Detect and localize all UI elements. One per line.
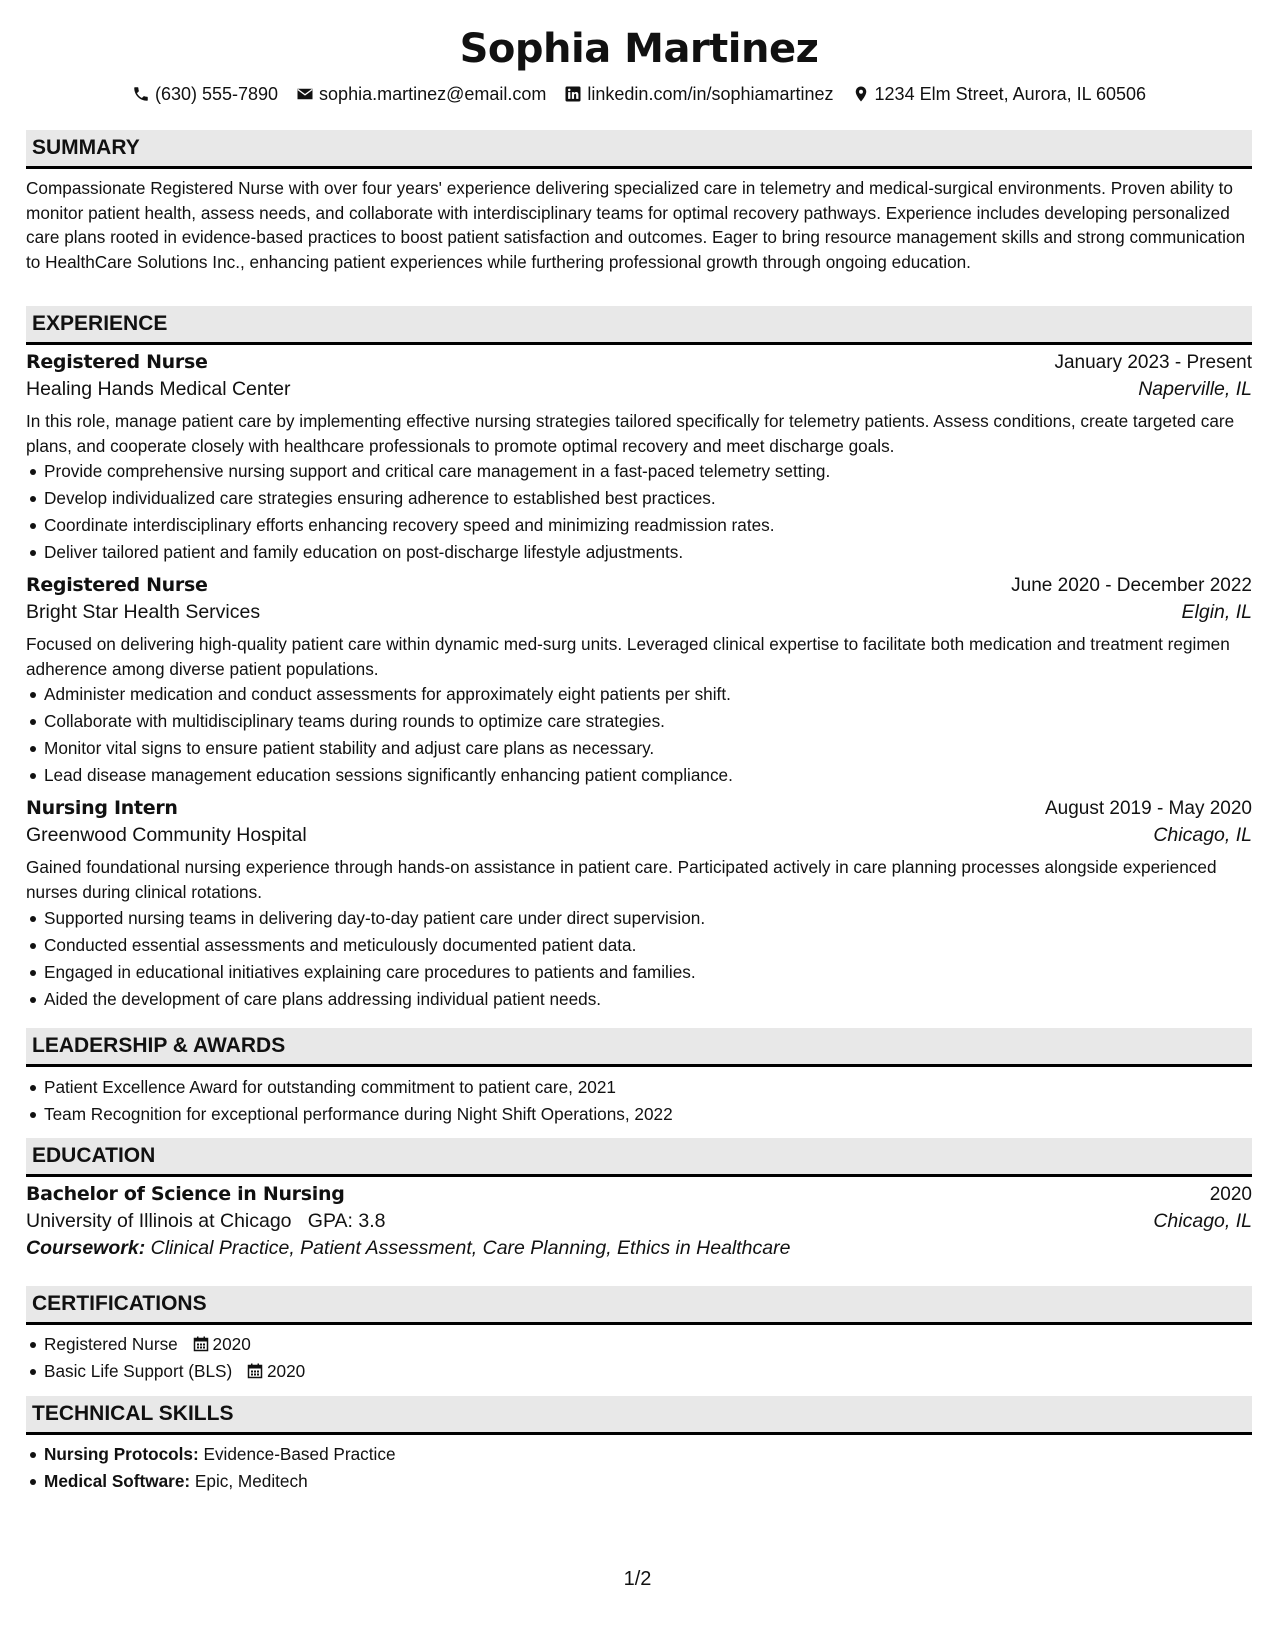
cert-name: Registered Nurse xyxy=(44,1334,178,1354)
school-name: University of Illinois at Chicago xyxy=(26,1210,292,1232)
list-item: Lead disease management education sessions significantly enhancing patient compliance. xyxy=(44,762,1252,789)
job-company: Bright Star Health Services xyxy=(26,601,261,624)
skills-section xyxy=(26,1396,1252,1495)
list-item xyxy=(44,1358,1252,1385)
contact-bar xyxy=(26,82,1252,106)
skills-list xyxy=(26,1441,1252,1495)
contact-address xyxy=(852,84,1147,105)
skill-label: Nursing Protocols: xyxy=(44,1444,199,1464)
list-item: Coordinate interdisciplinary efforts enhancing recovery speed and minimizing readmission rates. xyxy=(44,512,1252,539)
skill-value: Evidence-Based Practice xyxy=(203,1444,396,1464)
gpa: GPA: 3.8 xyxy=(307,1210,386,1232)
list-item: Administer medication and conduct assessments for approximately eight patients per shift. xyxy=(44,681,1252,708)
experience-section xyxy=(26,306,1252,1013)
experience-heading: EXPERIENCE xyxy=(26,306,1252,345)
job-title: Registered Nurse xyxy=(26,574,208,597)
list-item: Conducted essential assessments and meticulously documented patient data. xyxy=(44,932,1252,959)
job-company: Healing Hands Medical Center xyxy=(26,378,291,400)
address-text: 1234 Elm Street, Aurora, IL 60506 xyxy=(874,83,1147,104)
skill-label: Medical Software: xyxy=(44,1471,191,1491)
envelope-icon xyxy=(296,85,314,103)
job-title: Registered Nurse xyxy=(26,351,208,373)
coursework-label: Coursework: xyxy=(26,1237,146,1259)
job-entry xyxy=(26,574,1252,789)
cert-year: 2020 xyxy=(266,1361,306,1381)
cert-name: Basic Life Support (BLS) xyxy=(44,1361,233,1381)
job-entry xyxy=(26,797,1252,1012)
list-item: Patient Excellence Award for outstanding commitment to patient care, 2021 xyxy=(44,1074,1252,1101)
coursework-list: Clinical Practice, Patient Assessment, Care Planning, Ethics in Healthcare xyxy=(150,1237,791,1259)
summary-heading: SUMMARY xyxy=(26,130,1252,169)
job-description: Gained foundational nursing experience through hands-on assistance in patient care. Participated actively in care planning processes alongside experienced nurses during clinical rotations. xyxy=(26,857,1217,902)
school-line xyxy=(26,1210,385,1233)
list-item xyxy=(44,1331,1252,1358)
education-section xyxy=(26,1138,1252,1260)
list-item: Deliver tailored patient and family education on post-discharge lifestyle adjustments. xyxy=(44,539,1252,566)
list-item xyxy=(44,1441,1252,1468)
list-item xyxy=(44,1468,1252,1495)
school-location: Chicago, IL xyxy=(1153,1210,1252,1232)
calendar-icon xyxy=(247,1363,263,1379)
phone-icon xyxy=(132,85,150,103)
job-description: Focused on delivering high-quality patient care within dynamic med-surg units. Leveraged clinical expertise to facilitate both medication and treatment regimen adherence among diverse patient populations. xyxy=(26,634,1230,679)
certifications-list xyxy=(26,1331,1252,1385)
email-text[interactable]: sophia.martinez@email.com xyxy=(319,83,547,104)
job-bullets xyxy=(26,681,1252,789)
contact-linkedin xyxy=(564,84,833,105)
summary-text: Compassionate Registered Nurse with over four years' experience delivering specialized care in telemetry and medical-surgical environments. Proven ability to monitor patient health, assess needs, and collaborate with interdisciplinary teams for optimal recovery pathways. Experience includes developing personalized care plans rooted in evidence-based practices to boost patient satisfaction and outcomes. Eager to bring resource management skills and strong communication to HealthCare Solutions Inc., enhancing patient experiences while furthering professional growth through ongoing education. xyxy=(26,178,1246,272)
job-company: Greenwood Community Hospital xyxy=(26,824,307,847)
calendar-icon xyxy=(193,1336,209,1352)
page-number: 1/2 xyxy=(623,1568,652,1590)
list-item: Develop individualized care strategies ensuring adherence to established best practices. xyxy=(44,485,1252,512)
job-location: Naperville, IL xyxy=(1138,378,1252,400)
list-item: Supported nursing teams in delivering day-to-day patient care under direct supervision. xyxy=(44,905,1252,932)
list-item: Team Recognition for exceptional performance during Night Shift Operations, 2022 xyxy=(44,1101,1252,1128)
awards-list xyxy=(26,1074,1252,1128)
job-location: Chicago, IL xyxy=(1153,824,1252,847)
candidate-name: Sophia Martinez xyxy=(459,26,819,72)
leadership-heading: LEADERSHIP & AWARDS xyxy=(26,1028,1252,1067)
job-description: In this role, manage patient care by implementing effective nursing strategies tailored specifically for telemetry patients. Assess conditions, create targeted care plans, and cooperate closely with healthcare professionals to promote optimal recovery and meet discharge goals. xyxy=(26,411,1235,456)
linkedin-text[interactable]: linkedin.com/in/sophiamartinez xyxy=(587,83,834,104)
job-bullets xyxy=(26,905,1252,1013)
list-item: Aided the development of care plans addressing individual patient needs. xyxy=(44,986,1252,1013)
list-item: Monitor vital signs to ensure patient stability and adjust care plans as necessary. xyxy=(44,735,1252,762)
job-date: June 2020 - December 2022 xyxy=(1011,575,1252,597)
linkedin-icon xyxy=(564,85,582,103)
job-title: Nursing Intern xyxy=(26,797,178,820)
leadership-section xyxy=(26,1028,1252,1128)
graduation-year: 2020 xyxy=(1209,1184,1252,1205)
summary-section xyxy=(26,130,1252,274)
cert-year: 2020 xyxy=(212,1334,251,1354)
degree-title: Bachelor of Science in Nursing xyxy=(26,1183,345,1205)
list-item: Collaborate with multidisciplinary teams during rounds to optimize care strategies. xyxy=(44,708,1252,735)
job-date: January 2023 - Present xyxy=(1054,352,1252,373)
job-date: August 2019 - May 2020 xyxy=(1044,798,1252,820)
job-location: Elgin, IL xyxy=(1181,601,1252,624)
skills-heading: TECHNICAL SKILLS xyxy=(26,1396,1252,1435)
contact-email xyxy=(296,84,546,105)
skill-value: Epic, Meditech xyxy=(194,1471,308,1491)
certifications-heading: CERTIFICATIONS xyxy=(26,1286,1252,1325)
job-bullets xyxy=(26,458,1252,566)
list-item: Engaged in educational initiatives explaining care procedures to patients and families. xyxy=(44,959,1252,986)
resume-page xyxy=(26,0,1252,1491)
certifications-section xyxy=(26,1286,1252,1385)
list-item: Provide comprehensive nursing support and critical care management in a fast-paced telemetry setting. xyxy=(44,458,1252,485)
contact-phone xyxy=(132,84,278,105)
map-pin-icon xyxy=(852,85,870,103)
education-heading: EDUCATION xyxy=(26,1138,1252,1177)
coursework-line xyxy=(26,1237,1252,1260)
job-entry xyxy=(26,351,1252,566)
phone-text[interactable]: (630) 555-7890 xyxy=(154,83,279,104)
